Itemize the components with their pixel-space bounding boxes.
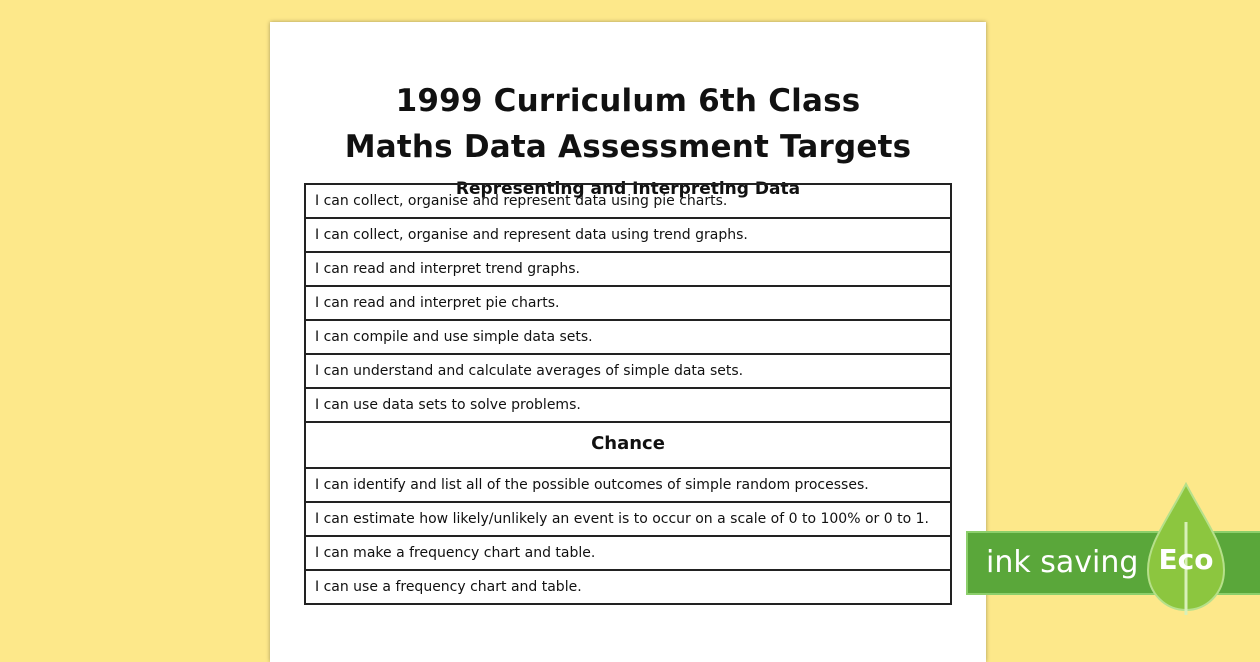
title-line-2: Maths Data Assessment Targets: [344, 129, 912, 165]
table-row: I can read and interpret pie charts.: [306, 285, 950, 319]
targets-table-chance: [304, 467, 952, 605]
table-row: I can collect, organise and represent data using pie charts.: [306, 183, 950, 217]
section-heading-chance: Chance: [304, 423, 952, 469]
targets-table-representing: [304, 183, 952, 423]
table-row: I can compile and use simple data sets.: [306, 319, 950, 353]
table-row: I can identify and list all of the possible outcomes of simple random processes.: [306, 467, 950, 501]
table-row: I can estimate how likely/unlikely an event is to occur on a scale of 0 to 100% or 0 to 1.: [306, 501, 950, 535]
page-title: [270, 78, 986, 170]
title-line-1: 1999 Curriculum 6th Class: [395, 83, 861, 119]
table-row: I can collect, organise and represent data using trend graphs.: [306, 217, 950, 251]
table-row: I can understand and calculate averages of simple data sets.: [306, 353, 950, 387]
eco-label: Eco: [1158, 543, 1214, 576]
ink-saving-label: ink saving: [986, 545, 1139, 580]
table-row: I can use a frequency chart and table.: [306, 569, 950, 605]
table-row: I can use data sets to solve problems.: [306, 387, 950, 423]
section-heading-representing: Representing and Interpreting Data: [455, 179, 801, 199]
table-row: I can make a frequency chart and table.: [306, 535, 950, 569]
table-row: I can read and interpret trend graphs.: [306, 251, 950, 285]
